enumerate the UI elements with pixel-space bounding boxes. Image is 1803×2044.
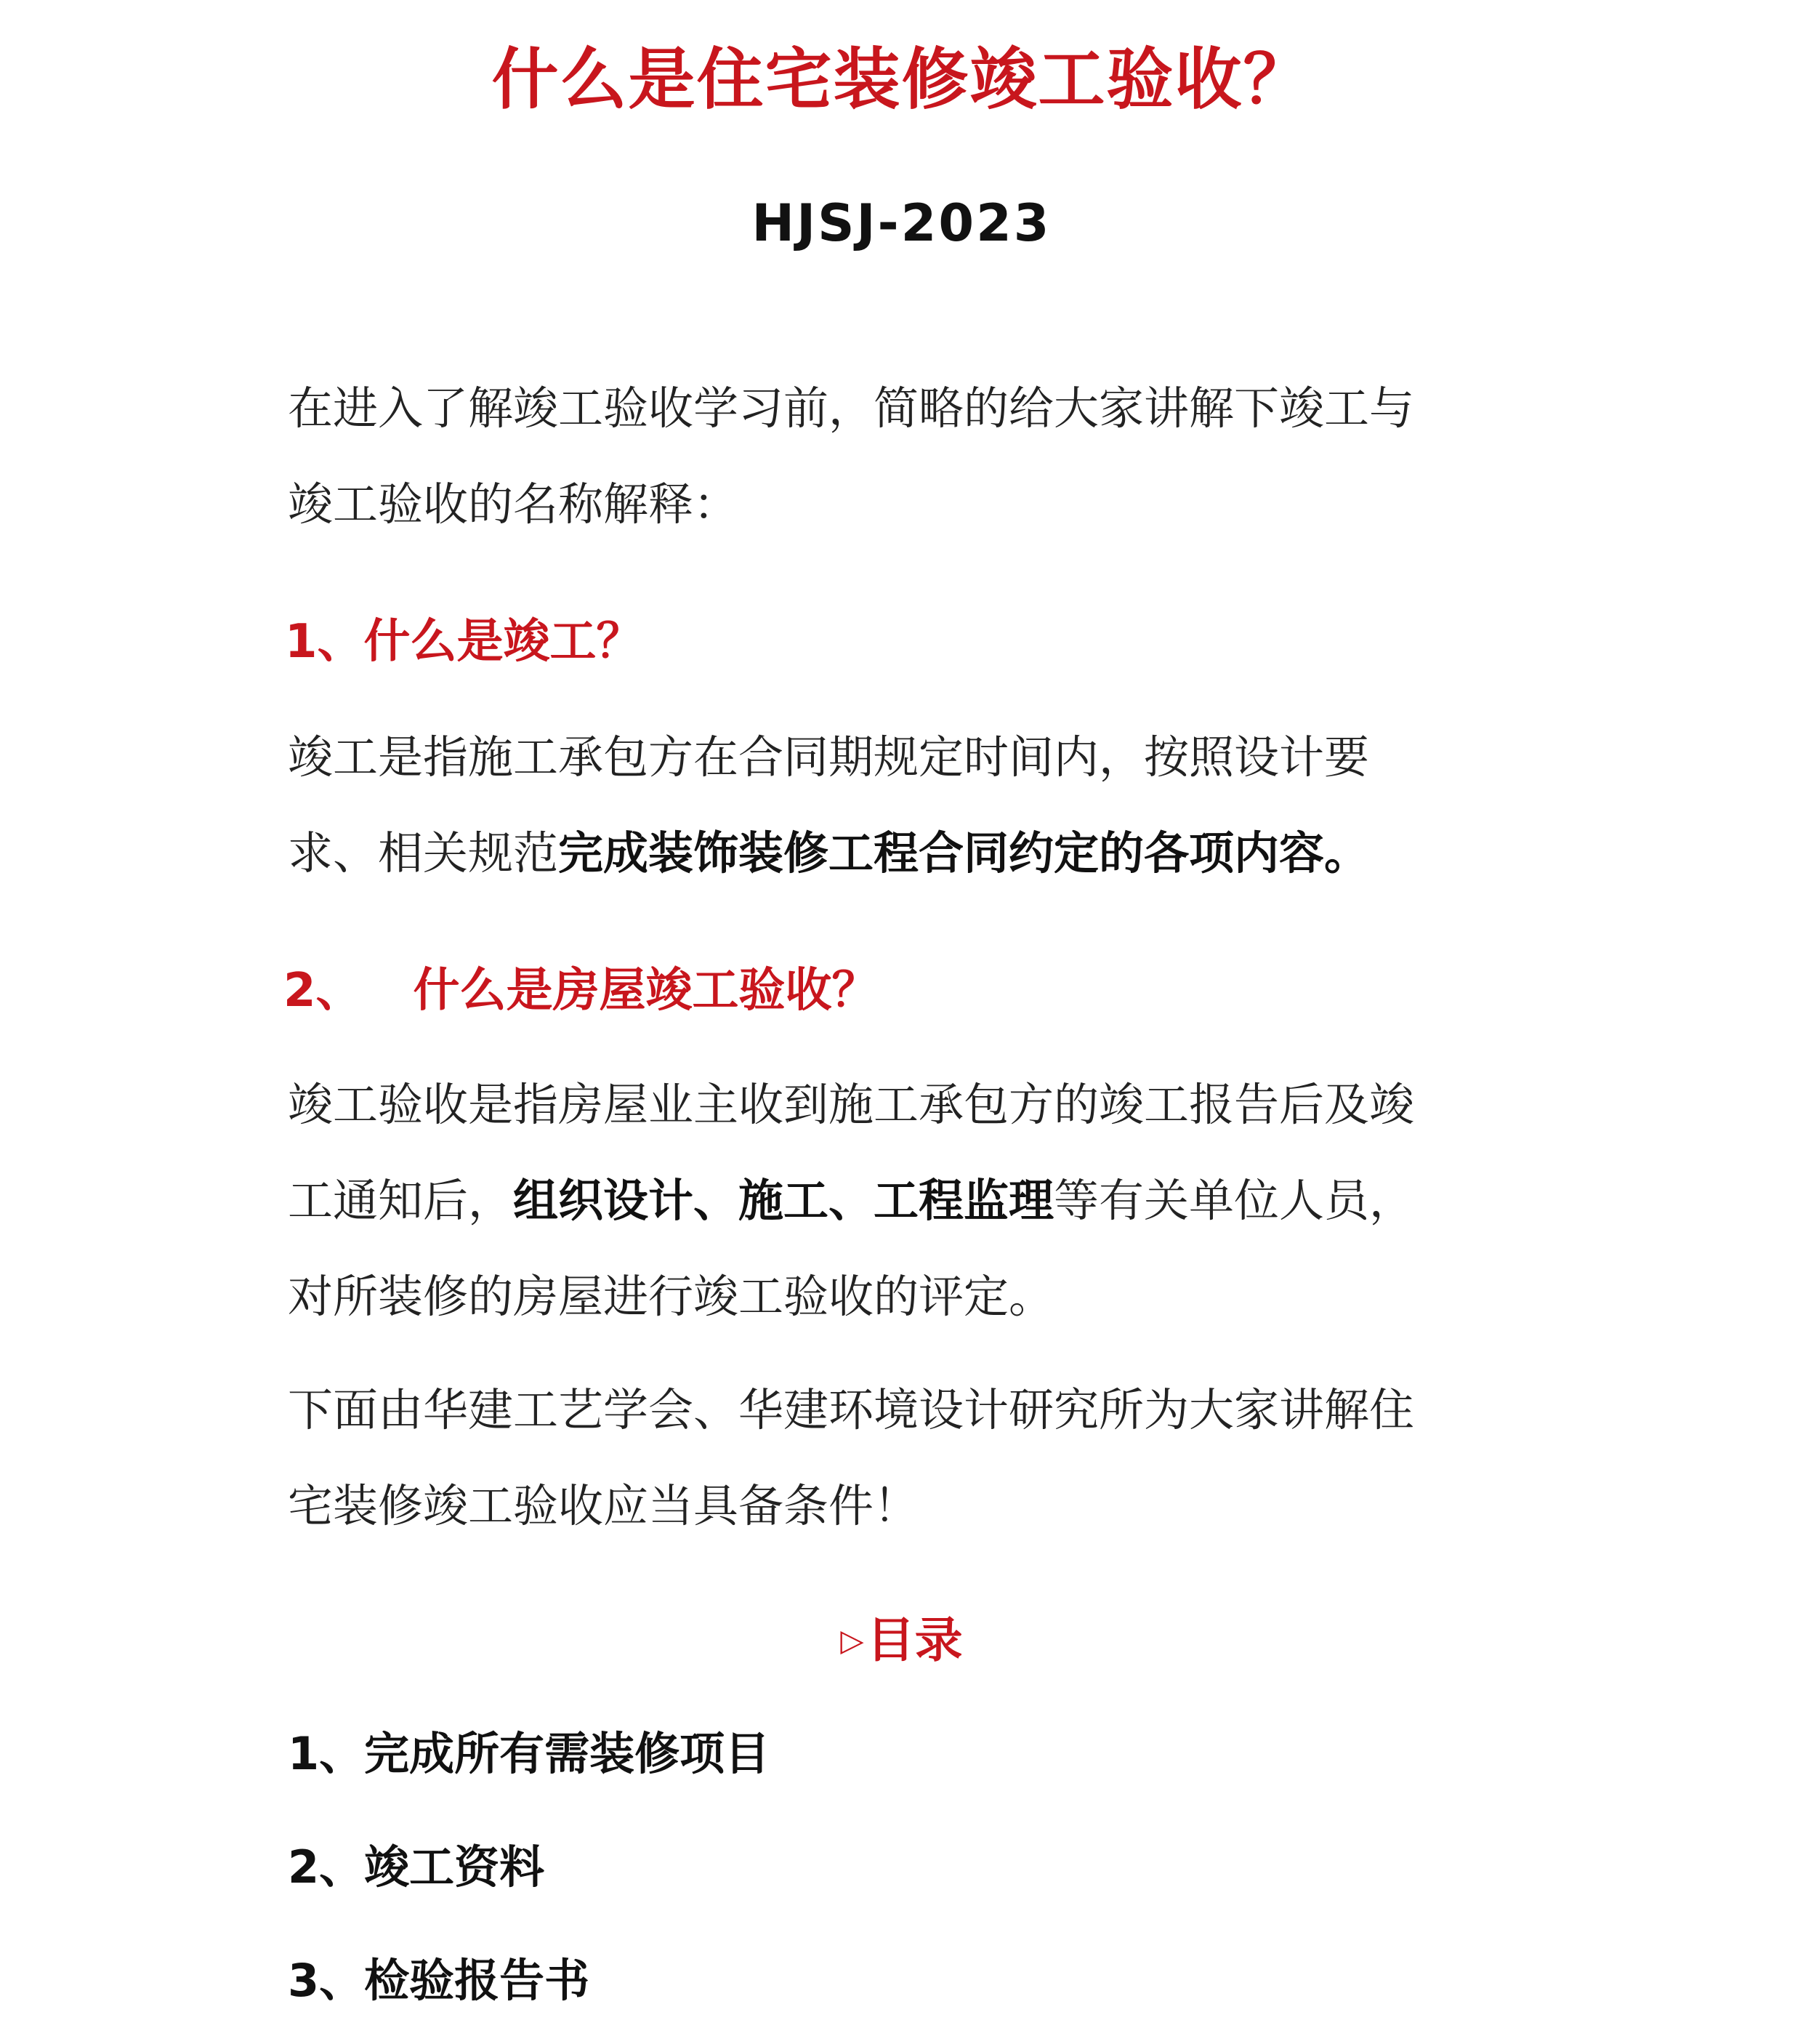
section-2-line-1: 竣工验收是指房屋业主收到施工承包方的竣工报告后及竣 [288,1078,1415,1131]
section-2-line-3: 对所装修的房屋进行竣工验收的评定。 [288,1270,1054,1323]
intro-paragraph [288,361,1523,552]
intro-line-1: 在进入了解竣工验收学习前，简略的给大家讲解下竣工与 [288,382,1415,435]
toc-item-3-number: 3、 [288,1954,365,2007]
toc-item-3[interactable] [288,1948,1523,2013]
toc-item-2[interactable] [288,1835,1523,1900]
section-1-line-2-plain: 求、相关规范 [288,826,559,880]
toc-title: 目录 [866,1612,963,1668]
section-1-paragraph [288,709,1523,901]
toc-item-3-label: 检验报告书 [364,1954,590,2007]
section-1-line-2-bold: 完成装饰装修工程合同约定的各项内容。 [558,826,1370,880]
section-1-title: 什么是竣工？ [363,615,643,669]
document-code: HJSJ-2023 [751,193,1052,253]
section-2-number: 2、 [283,964,363,1018]
section-1-heading [285,609,1520,675]
play-triangle-icon: ▷ [840,1622,864,1658]
section-2-line-2-plain-a: 工通知后， [288,1174,514,1227]
section-1-number: 1、 [285,615,364,669]
intro-line-2: 竣工验收的名称解释： [288,478,739,531]
section-1-line-1: 竣工是指施工承包方在合同期规定时间内，按照设计要 [288,731,1370,784]
section-2-line-2-bold: 组织设计、施工、工程监理 [513,1174,1054,1227]
page-title: 什么是住宅装修竣工验收？ [491,41,1312,118]
toc-item-1-number: 1、 [288,1727,365,1780]
toc-heading [0,1608,1803,1673]
closing-paragraph [288,1362,1523,1554]
section-2-line-2-plain-b: 等有关单位人员， [1054,1174,1415,1227]
section-2-paragraph [288,1057,1523,1345]
toc-item-2-label: 竣工资料 [364,1840,545,1894]
toc-item-2-number: 2、 [288,1840,365,1894]
section-2-heading [283,958,1519,1023]
toc-item-1[interactable] [288,1721,1523,1787]
closing-line-1: 下面由华建工艺学会、华建环境设计研究所为大家讲解住 [288,1383,1415,1436]
section-2-title: 什么是房屋竣工验收？ [413,964,879,1018]
closing-line-2: 宅装修竣工验收应当具备条件！ [288,1479,919,1532]
toc-item-1-label: 完成所有需装修项目 [364,1727,770,1780]
